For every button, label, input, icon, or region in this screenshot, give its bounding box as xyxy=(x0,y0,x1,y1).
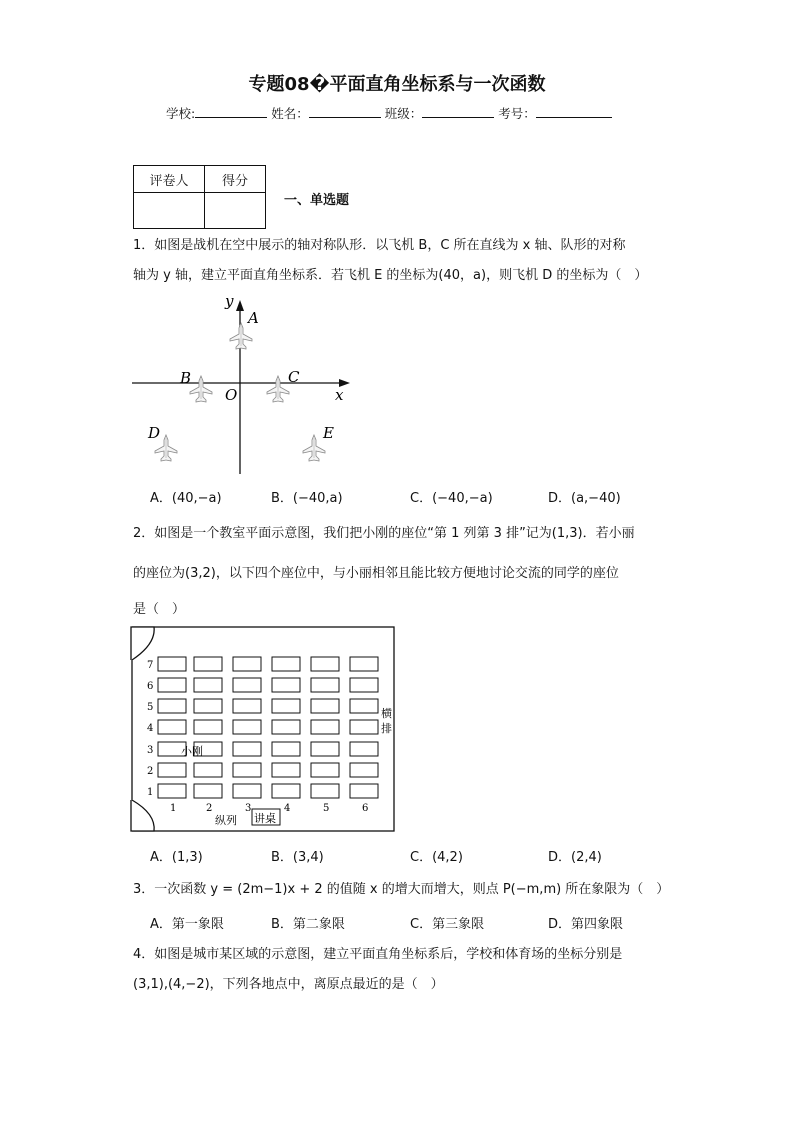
name-label: 姓名： xyxy=(271,106,309,121)
desk xyxy=(272,699,300,713)
class-label: 班级： xyxy=(384,106,423,121)
desk xyxy=(311,742,339,756)
desk xyxy=(194,763,222,777)
desk xyxy=(158,763,186,777)
column-axis-label: 纵列 xyxy=(215,814,237,827)
classroom-outline xyxy=(131,627,394,831)
desk xyxy=(272,763,300,777)
column-number: 3 xyxy=(245,803,252,814)
desk xyxy=(233,699,261,713)
desk xyxy=(311,657,339,671)
desk xyxy=(350,742,378,756)
column-number: 1 xyxy=(170,803,177,814)
desk xyxy=(350,784,378,798)
q2-option-d[interactable]: D．(2,4) xyxy=(548,850,602,865)
row-axis-label-2: 排 xyxy=(381,722,392,735)
q1-figure xyxy=(128,292,358,478)
name-blank xyxy=(309,105,381,118)
desk xyxy=(272,657,300,671)
desk xyxy=(311,678,339,692)
q3-stem: 3．一次函数 y = (2m−1)x + 2 的值随 x 的增大而增大，则点 P(−m,m) 所在象限为（ ） xyxy=(133,882,670,897)
row-axis-label-1: 横 xyxy=(381,707,392,720)
desk xyxy=(350,657,378,671)
row-number: 6 xyxy=(147,681,154,692)
plane-c-label: C xyxy=(288,368,300,386)
desk-grid xyxy=(158,657,378,798)
row-number: 7 xyxy=(147,660,154,671)
desk xyxy=(158,784,186,798)
score-header: 得分 xyxy=(205,166,266,193)
grading-table xyxy=(133,165,266,229)
podium-label: 讲桌 xyxy=(254,812,276,825)
y-axis-arrow xyxy=(236,300,244,311)
plane-e-icon xyxy=(303,435,325,461)
grader-header: 评卷人 xyxy=(134,166,205,193)
q3-option-d[interactable]: D．第四象限 xyxy=(548,917,624,932)
desk xyxy=(233,720,261,734)
row-number: 1 xyxy=(147,787,154,798)
plane-d-label: D xyxy=(148,424,161,442)
q1-option-d[interactable]: D．(a,−40) xyxy=(548,491,621,506)
desk xyxy=(233,763,261,777)
desk xyxy=(272,720,300,734)
plane-c-icon xyxy=(267,376,289,402)
q1-line2: 轴为 y 轴，建立平面直角坐标系．若飞机 E 的坐标为(40，a)，则飞机 D 的坐标为（ ） xyxy=(133,268,648,283)
back-door-icon xyxy=(132,800,154,831)
row-number: 5 xyxy=(147,702,154,713)
row-numbers xyxy=(147,660,153,798)
desk xyxy=(194,784,222,798)
desk xyxy=(158,720,186,734)
q3-option-b[interactable]: B．第二象限 xyxy=(271,917,345,932)
column-number: 2 xyxy=(206,803,213,814)
q1-option-a[interactable]: A．(40,−a) xyxy=(150,491,222,506)
desk xyxy=(272,784,300,798)
desk xyxy=(233,742,261,756)
q1-option-c[interactable]: C．(−40,−a) xyxy=(410,491,493,506)
desk xyxy=(158,678,186,692)
desk xyxy=(158,699,186,713)
desk xyxy=(158,657,186,671)
desk xyxy=(350,678,378,692)
grader-cell xyxy=(134,193,205,229)
school-label: 学校: xyxy=(166,106,196,121)
q2-line1: 2．如图是一个教室平面示意图，我们把小刚的座位“第 1 列第 3 排”记为(1,3)．若小丽 xyxy=(133,526,635,541)
desk xyxy=(194,720,222,734)
origin-label: O xyxy=(225,386,238,404)
column-number: 4 xyxy=(284,803,291,814)
row-number: 2 xyxy=(147,766,154,777)
desk xyxy=(194,678,222,692)
score-cell xyxy=(205,193,266,229)
q3-option-c[interactable]: C．第三象限 xyxy=(410,917,485,932)
column-number: 6 xyxy=(362,803,369,814)
plane-b-icon xyxy=(190,376,212,402)
desk xyxy=(311,784,339,798)
desk xyxy=(194,699,222,713)
exam-no-blank xyxy=(536,105,612,118)
page-title: 专题08�平面直角坐标系与一次函数 xyxy=(248,74,546,95)
plane-a-label: A xyxy=(248,309,259,327)
desk xyxy=(272,742,300,756)
desk xyxy=(311,699,339,713)
front-door-icon xyxy=(132,627,154,660)
student-info-line xyxy=(166,104,612,122)
school-blank xyxy=(195,105,267,118)
q2-line3: 是（ ） xyxy=(133,602,186,617)
class-blank xyxy=(422,105,494,118)
desk xyxy=(311,763,339,777)
plane-b-label: B xyxy=(180,369,192,387)
desk xyxy=(233,657,261,671)
classroom-figure xyxy=(128,624,396,834)
desk xyxy=(272,678,300,692)
section-title: 一、单选题 xyxy=(284,193,350,208)
desk xyxy=(350,720,378,734)
q4-line2: (3,1),(4,−2)，下列各地点中，离原点最近的是（ ） xyxy=(133,977,444,992)
q2-option-c[interactable]: C．(4,2) xyxy=(410,850,463,865)
q1-line1: 1．如图是战机在空中展示的轴对称队形．以飞机 B，C 所在直线为 x 轴、队形的对称 xyxy=(133,238,626,253)
row-number: 4 xyxy=(147,723,154,734)
desk xyxy=(350,763,378,777)
xiaogang-label: 小刚 xyxy=(181,745,203,758)
row-number: 3 xyxy=(147,745,154,756)
q1-option-b[interactable]: B．(−40,a) xyxy=(271,491,343,506)
desk xyxy=(194,657,222,671)
q4-line1: 4．如图是城市某区域的示意图，建立平面直角坐标系后，学校和体育场的坐标分别是 xyxy=(133,947,623,962)
x-axis-label: x xyxy=(335,386,344,404)
desk xyxy=(233,678,261,692)
column-number: 5 xyxy=(323,803,330,814)
q2-line2: 的座位为(3,2)，以下四个座位中，与小丽相邻且能比较方便地讨论交流的同学的座位 xyxy=(133,566,619,581)
y-axis-label: y xyxy=(225,292,234,310)
q2-option-b[interactable]: B．(3,4) xyxy=(271,850,324,865)
exam-no-label: 考号： xyxy=(498,106,536,121)
desk xyxy=(350,699,378,713)
q3-option-a[interactable]: A．第一象限 xyxy=(150,917,224,932)
q2-option-a[interactable]: A．(1,3) xyxy=(150,850,203,865)
desk xyxy=(233,784,261,798)
desk xyxy=(311,720,339,734)
plane-e-label: E xyxy=(323,424,334,442)
